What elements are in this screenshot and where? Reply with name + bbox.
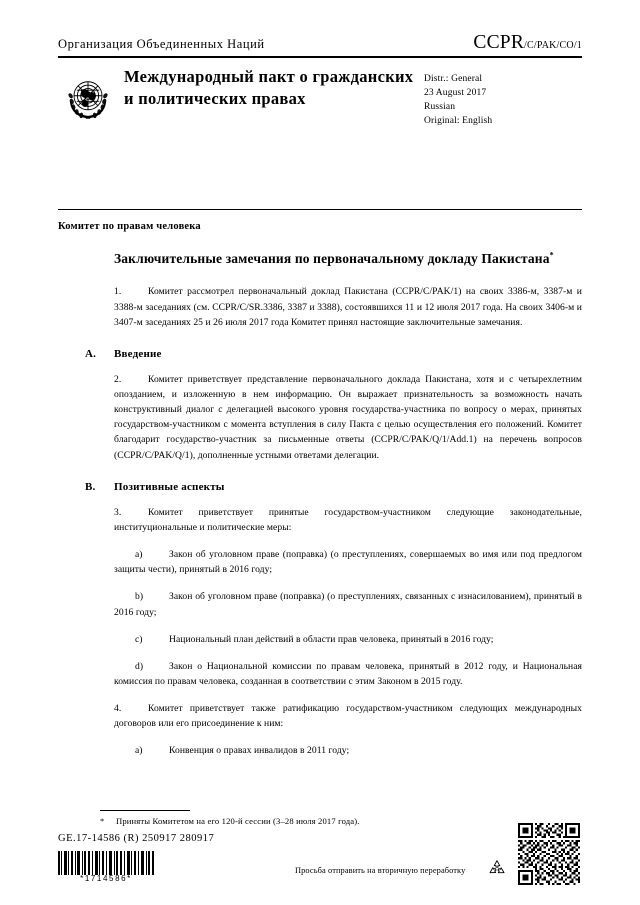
- subparagraph-letter: b): [135, 591, 144, 603]
- subparagraph-text: Закон об уголовном праве (поправка) (о преступлениях, связанных с изнасилованием), принятый в 2016 году;: [114, 591, 582, 618]
- subparagraph: [114, 743, 582, 758]
- masthead: [58, 32, 582, 54]
- subparagraph: [114, 547, 582, 577]
- subparagraph-letter: a): [135, 549, 143, 561]
- un-emblem-icon: [60, 70, 116, 126]
- document-body: [85, 250, 582, 771]
- document-symbol: [473, 32, 582, 54]
- document-symbol-main: CCPR: [473, 32, 525, 53]
- recycle-icon: [487, 858, 507, 878]
- ge-document-code: GE.17-14586 (R) 250917 280917: [58, 833, 215, 844]
- barcode: [58, 851, 154, 875]
- paragraph-number: 2.: [114, 373, 122, 385]
- subparagraph: [114, 659, 582, 689]
- footnote-separator: [100, 810, 190, 811]
- section-title: Позитивные аспекты: [114, 480, 225, 493]
- section-letter: B.: [85, 480, 96, 493]
- subparagraph-letter: d): [135, 660, 144, 672]
- footnote-text: Приняты Комитетом на его 120-й сессии (3–28 июля 2017 года).: [116, 816, 360, 826]
- paragraph-number: 1.: [114, 286, 122, 298]
- paragraph: [114, 505, 582, 535]
- page-title: [114, 250, 582, 268]
- subparagraph-letter: c): [135, 633, 143, 645]
- subparagraph-text: Конвенция о правах инвалидов в 2011 году;: [169, 745, 350, 757]
- subparagraph: [114, 632, 582, 647]
- masthead-rule: [58, 56, 582, 58]
- subparagraph: [114, 589, 582, 619]
- covenant-title: Международный пакт о гражданских и политических правах: [124, 67, 414, 108]
- subparagraph-text: Национальный план действий в области прав человека, принятый в 2016 году;: [169, 633, 494, 645]
- title-band: [58, 66, 582, 128]
- distribution-block: [424, 72, 574, 128]
- paragraph-number: 4.: [114, 703, 122, 715]
- organization-name: Организация Объединенных Наций: [58, 37, 265, 51]
- paragraph-text: Комитет рассмотрел первоначальный доклад Пакистана (CCPR/C/PAK/1) на своих 3386-м, 3387-м и 3388-м заседаниях (см. CCPR/C/SR.3386, 3387 и 3388), состоявшихся 11 и 12 июля 2017 года. На своих 3406-м и 3407-м заседаниях 25 и 26 июля 2017 года Комитет принял настоящие заключительные замечания.: [114, 286, 582, 328]
- section-letter: A.: [85, 347, 97, 360]
- paragraph: [114, 284, 582, 329]
- distribution-type: Distr.: General: [424, 74, 483, 84]
- qr-code: [518, 823, 580, 885]
- page-title-text: Заключительные замечания по первоначальному докладу Пакистана: [114, 251, 550, 266]
- intro-paragraphs: [114, 284, 582, 329]
- section-heading-a: [85, 348, 582, 360]
- footnote-marker: *: [100, 816, 105, 826]
- paragraph-number: 3.: [114, 506, 122, 518]
- barcode-number: *1714586*: [80, 874, 132, 883]
- paragraph: [114, 372, 582, 463]
- subparagraph-letter: a): [135, 745, 143, 757]
- footnote: [100, 816, 560, 826]
- subparagraph-text: Закон об уголовном праве (поправка) (о преступлениях, совершаемых во имя или под предлогом защиты чести), принятый в 2016 году;: [114, 549, 582, 576]
- recycle-note: Просьба отправить на вторичную переработку: [295, 866, 466, 875]
- distribution-original: Original: English: [424, 116, 493, 127]
- title-footnote-marker: *: [549, 250, 554, 260]
- distribution-language: Russian: [424, 102, 456, 113]
- section-heading-b: [85, 481, 582, 493]
- distribution-date: 23 August 2017: [424, 88, 487, 99]
- document-symbol-sub: /C/PAK/CO/1: [524, 40, 582, 51]
- paragraph: [114, 701, 582, 731]
- committee-name: Комитет по правам человека: [58, 221, 201, 232]
- paragraph-text: Комитет приветствует принятые государством-участником следующие законодательные, институциональные и политические меры:: [114, 506, 582, 533]
- section-title: Введение: [114, 347, 162, 360]
- header-bottom-rule: [58, 209, 582, 210]
- paragraph-text: Комитет приветствует представление первоначального доклада Пакистана, хотя и с четырехлетним опозданием, и изложенную в нем информацию. Он выражает признательность за возможность начать конструктивный диалог с делегацией высокого уровня государства-участника по вопросу о мерах, принятых государством-участником с момента вступления в силу Пакта с целью осуществления его положений. Комитет благодарит государство-участник за письменные ответы (CCPR/C/PAK/Q/1/Add.1) на перечень вопросов (CCPR/C/PAK/Q/1), дополненные устными ответами делегации.: [114, 373, 582, 461]
- paragraph-text: Комитет приветствует также ратификацию государством-участником следующих международных договоров или его присоединение к ним:: [114, 703, 582, 730]
- subparagraph-text: Закон о Национальной комиссии по правам человека, принятый в 2012 году, и Национальная комиссия по правам человека, созданная в соответствии с этим Законом в 2015 году.: [114, 660, 582, 688]
